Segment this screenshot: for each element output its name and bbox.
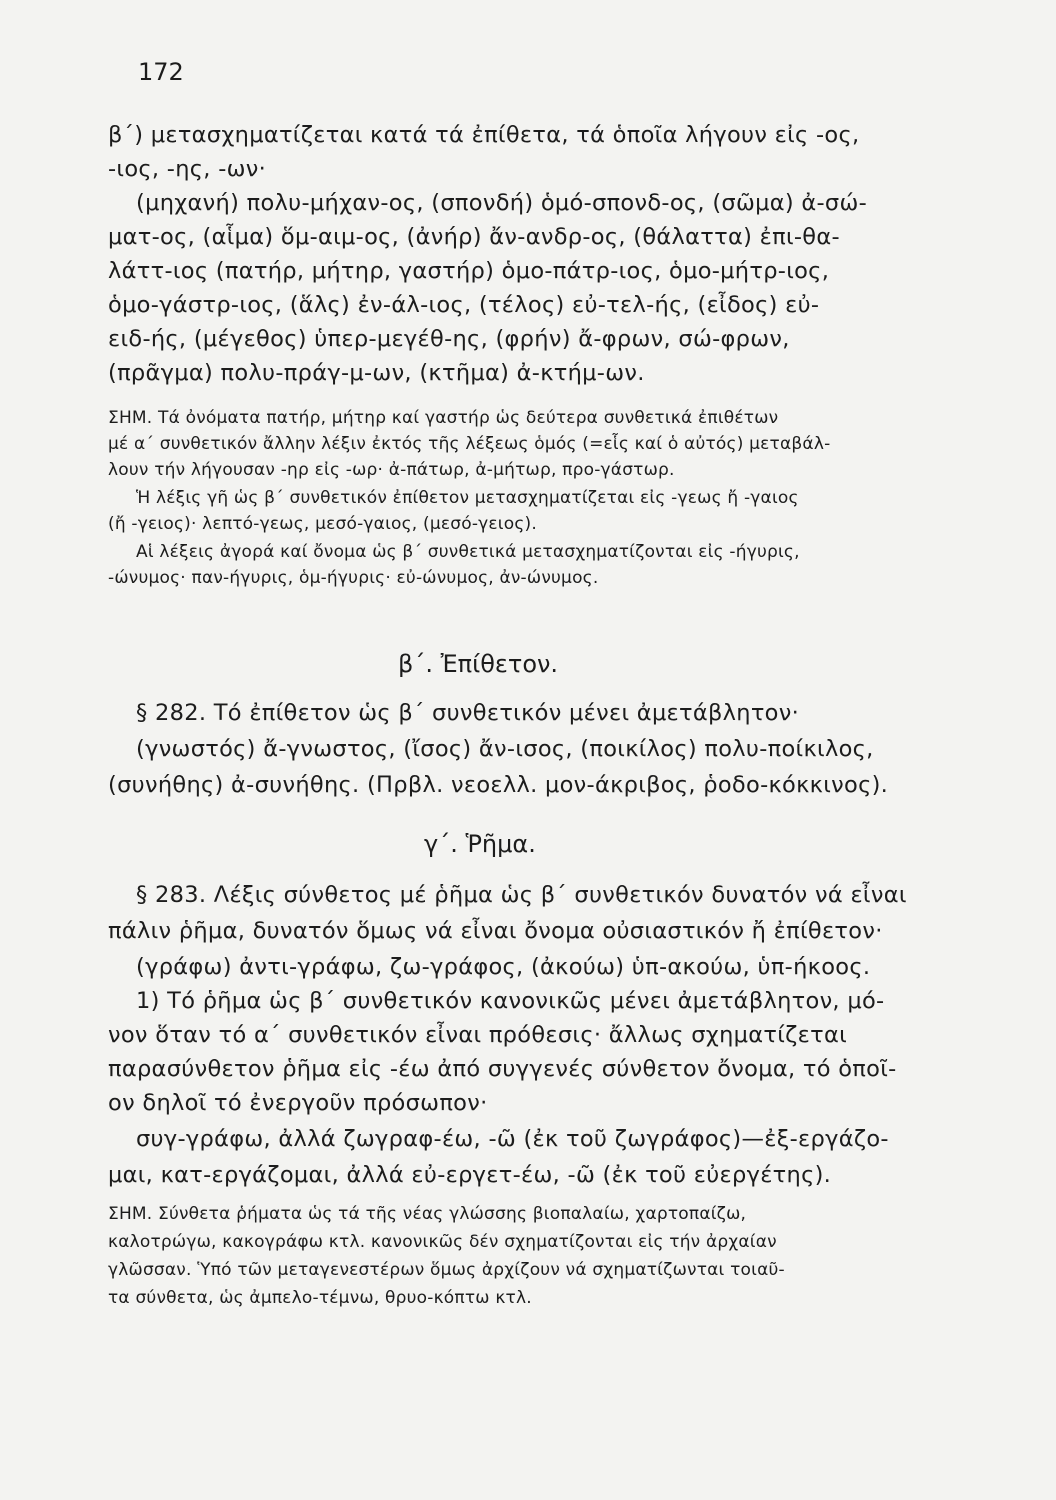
note-line: (ἤ -γειος)· λεπτό-γεως, μεσό-γαιος, (μεσό-γειος). bbox=[108, 514, 537, 534]
note-line: τα σύνθετα, ὡς ἀμπελο-τέμνω, θρυο-κόπτω κτλ. bbox=[108, 1288, 532, 1308]
note-line: Αἱ λέξεις ἀγορά καί ὄνομα ὡς β΄ συνθετικά μετασχηματίζονται εἰς -ήγυρις, bbox=[136, 542, 800, 562]
text-line: § 282. Τό ἐπίθετον ὡς β΄ συνθετικόν μένει ἀμετάβλητον· bbox=[136, 700, 800, 726]
text-line: νον ὅταν τό α΄ συνθετικόν εἶναι πρόθεσις· ἄλλως σχηματίζεται bbox=[108, 1022, 848, 1048]
text-line: (γράφω) ἀντι-γράφω, ζω-γράφος, (ἀκούω) ὑπ-ακούω, ὑπ-ήκοος. bbox=[136, 954, 871, 980]
text-line: (πρᾶγμα) πολυ-πράγ-μ-ων, (κτῆμα) ἀ-κτήμ-ων. bbox=[108, 360, 645, 386]
section-heading-adjective: β΄. Ἐπίθετον. bbox=[398, 650, 559, 678]
text-line: ματ-ος, (αἷμα) ὅμ-αιμ-ος, (ἀνήρ) ἄν-ανδρ-ος, (θάλαττα) ἐπι-θα- bbox=[108, 224, 840, 250]
section-heading-verb: γ΄. Ῥῆμα. bbox=[424, 830, 536, 858]
text-line: (μηχανή) πολυ-μήχαν-ος, (σπονδή) ὁμό-σπονδ-ος, (σῶμα) ἀ-σώ- bbox=[136, 190, 868, 216]
text-line: ὁμο-γάστρ-ιος, (ἅλς) ἐν-άλ-ιος, (τέλος) εὐ-τελ-ής, (εἶδος) εὐ- bbox=[108, 292, 820, 318]
text-line: § 283. Λέξις σύνθετος μέ ῥῆμα ὡς β΄ συνθετικόν δυνατόν νά εἶναι bbox=[136, 882, 907, 908]
text-line: συγ-γράφω, ἀλλά ζωγραφ-έω, -ῶ (ἐκ τοῦ ζωγράφος)—ἐξ-εργάζο- bbox=[136, 1126, 889, 1152]
text-line: ειδ-ής, (μέγεθος) ὑπερ-μεγέθ-ης, (φρήν) ἄ-φρων, σώ-φρων, bbox=[108, 326, 790, 352]
text-line: 1) Τό ῥῆμα ὡς β΄ συνθετικόν κανονικῶς μένει ἀμετάβλητον, μό- bbox=[136, 988, 885, 1014]
note-line: ΣΗΜ. Τά ὀνόματα πατήρ, μήτηρ καί γαστήρ ὡς δεύτερα συνθετικά ἐπιθέτων bbox=[108, 408, 779, 428]
text-line: πάλιν ῥῆμα, δυνατόν ὅμως νά εἶναι ὄνομα οὐσιαστικόν ἤ ἐπίθετον· bbox=[108, 918, 883, 944]
text-line: λάττ-ιος (πατήρ, μήτηρ, γαστήρ) ὁμο-πάτρ-ιος, ὁμο-μήτρ-ιος, bbox=[108, 258, 830, 284]
text-line: μαι, κατ-εργάζομαι, ἀλλά εὐ-εργετ-έω, -ῶ (ἐκ τοῦ εὐεργέτης). bbox=[108, 1162, 832, 1188]
text-line: παρασύνθετον ῥῆμα εἰς -έω ἀπό συγγενές σύνθετον ὄνομα, τό ὁποῖ- bbox=[108, 1056, 897, 1082]
text-line: ον δηλοῖ τό ἐνεργοῦν πρόσωπον· bbox=[108, 1090, 488, 1116]
note-line: μέ α΄ συνθετικόν ἄλλην λέξιν ἐκτός τῆς λέξεως ὁμός (=εἷς καί ὁ αὐτός) μεταβάλ- bbox=[108, 434, 831, 454]
text-line: β΄) μετασχηματίζεται κατά τά ἐπίθετα, τά ὁποῖα λήγουν εἰς -ος, bbox=[108, 122, 860, 148]
note-line: λουν τήν λήγουσαν -ηρ εἰς -ωρ· ἀ-πάτωρ, ἀ-μήτωρ, προ-γάστωρ. bbox=[108, 460, 675, 480]
text-line: (γνωστός) ἄ-γνωστος, (ἴσος) ἄν-ισος, (ποικίλος) πολυ-ποίκιλος, bbox=[136, 736, 874, 762]
note-line: γλῶσσαν. Ὑπό τῶν μεταγενεστέρων ὅμως ἀρχίζουν νά σχηματίζωνται τοιαῦ- bbox=[108, 1260, 785, 1280]
note-line: Ἡ λέξις γῆ ὡς β΄ συνθετικόν ἐπίθετον μετασχηματίζεται εἰς -γεως ἤ -γαιος bbox=[136, 488, 799, 508]
note-line: -ώνυμος· παν-ήγυρις, ὁμ-ήγυρις· εὐ-ώνυμος, ἀν-ώνυμος. bbox=[108, 568, 599, 588]
page-number: 172 bbox=[138, 58, 184, 86]
text-line: (συνήθης) ἀ-συνήθης. (Πρβλ. νεοελλ. μον-άκριβος, ῥοδο-κόκκινος). bbox=[108, 772, 889, 798]
text-line: -ιος, -ης, -ων· bbox=[108, 156, 267, 182]
note-line: ΣΗΜ. Σύνθετα ῥήματα ὡς τά τῆς νέας γλώσσης βιοπαλαίω, χαρτοπαίζω, bbox=[108, 1204, 747, 1224]
note-line: καλοτρώγω, κακογράφω κτλ. κανονικῶς δέν σχηματίζονται εἰς τήν ἀρχαίαν bbox=[108, 1232, 777, 1252]
